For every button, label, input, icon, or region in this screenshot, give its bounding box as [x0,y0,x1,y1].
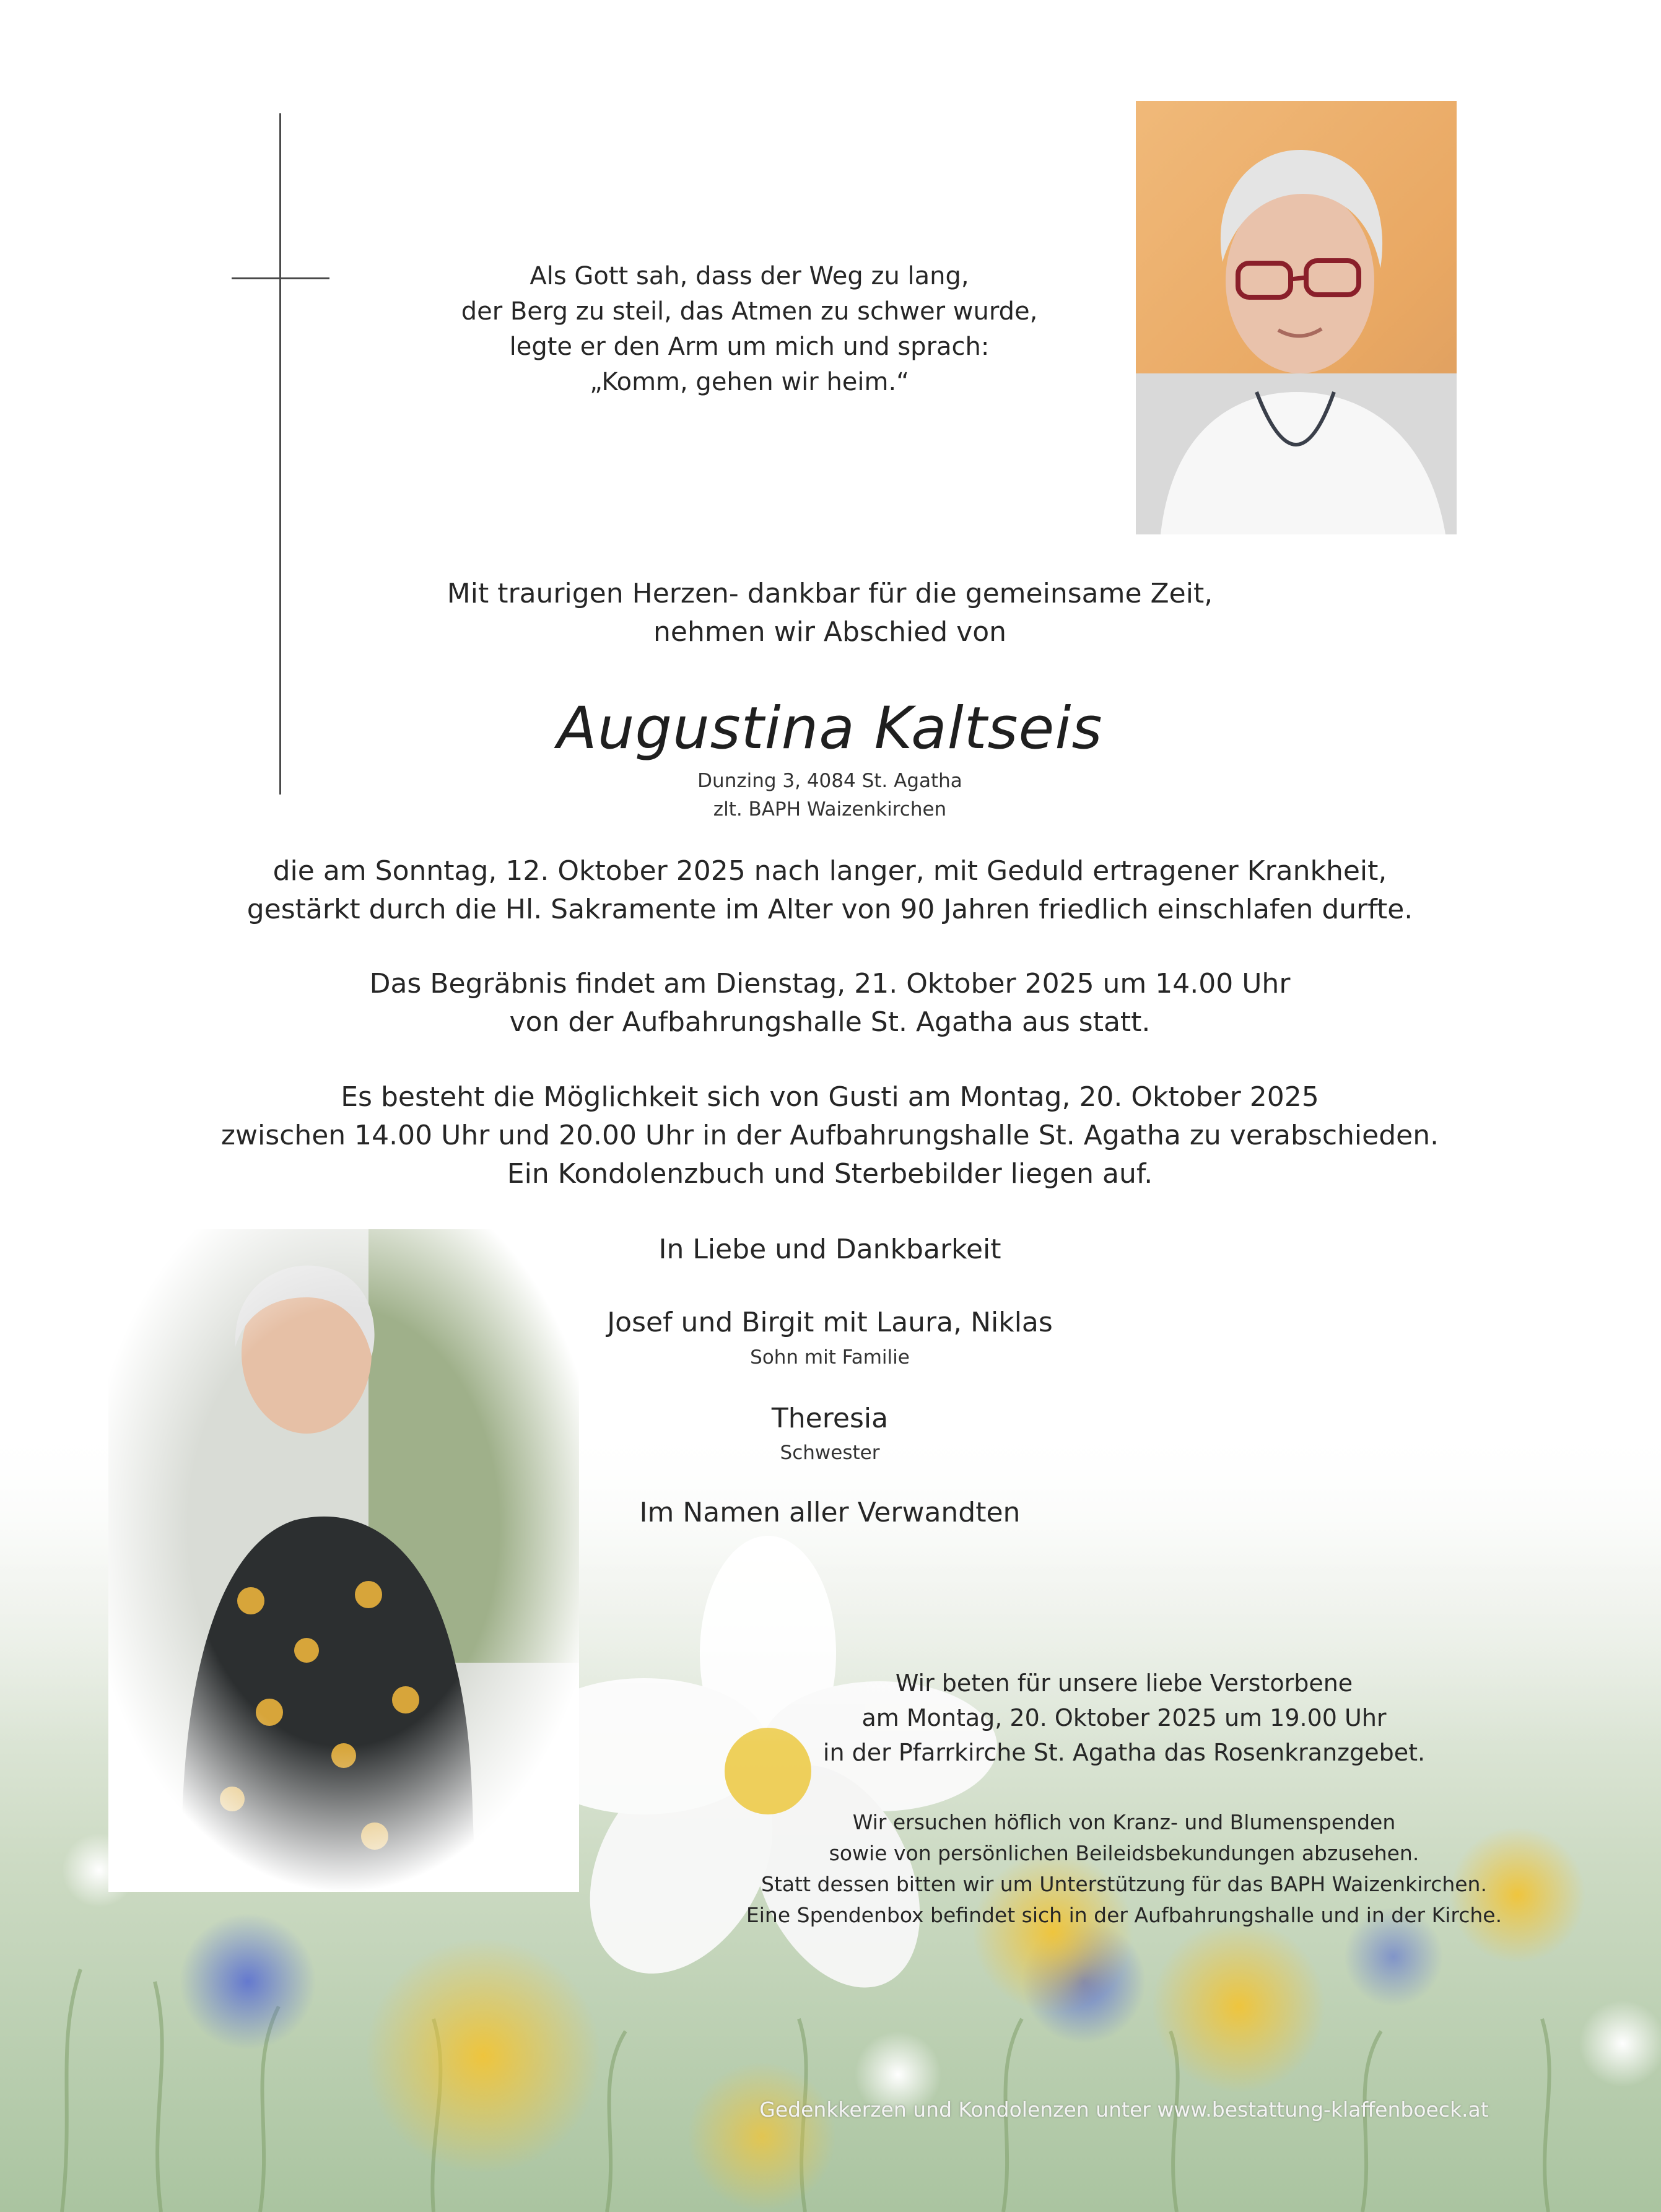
prayer-line: am Montag, 20. Oktober 2025 um 19.00 Uhr [861,1704,1387,1731]
portrait-photo [1136,101,1457,534]
prayer-line: Wir beten für unsere liebe Verstorbene [895,1670,1353,1697]
rosary-prayer-info [774,1666,1474,1770]
garden-photo-illustration [108,1229,579,1892]
relatives-note: Im Namen aller Verwandten [639,1497,1021,1528]
farewell-info [211,1078,1449,1193]
family-member-relation: Schwester [780,1442,880,1464]
family-member-relation: Sohn mit Familie [750,1346,910,1369]
prayer-line: in der Pfarrkirche St. Agatha das Rosenkranzgebet. [822,1739,1426,1766]
request-line: Wir ersuchen höflich von Kranz- und Blumenspenden [852,1810,1396,1834]
paragraph-line: von der Aufbahrungshalle St. Agatha aus statt. [509,1006,1151,1038]
cross-horizontal-line [232,277,329,279]
quote-line: legte er den Arm um mich und sprach: [509,333,990,361]
portrait-illustration [1136,101,1457,534]
request-line: Statt dessen bitten wir um Unterstützung für das BAPH Waizenkirchen. [761,1872,1487,1896]
poem-quote [434,259,1065,400]
funeral-info [211,965,1449,1042]
intro-text [396,575,1263,651]
quote-line: der Berg zu steil, das Atmen zu schwer wurde, [461,297,1038,326]
closing-phrase: In Liebe und Dankbarkeit [658,1234,1001,1265]
request-line: Eine Spendenbox befindet sich in der Aufbahrungshalle und in der Kirche. [746,1903,1502,1927]
deceased-name: Augustina Kaltseis [557,695,1103,762]
paragraph-line: Es besteht die Möglichkeit sich von Gusti am Montag, 20. Oktober 2025 [341,1081,1319,1113]
paragraph-line: gestärkt durch die Hl. Sakramente im Alter von 90 Jahren friedlich einschlafen durfte. [246,894,1413,925]
paragraph-line: Das Begräbnis findet am Dienstag, 21. Oktober 2025 um 14.00 Uhr [369,968,1291,999]
memorial-photo-garden [108,1229,579,1892]
condolence-website-link[interactable]: Gedenkkerzen und Kondolenzen unter www.bestattung-klaffenboeck.at [759,2097,1489,2122]
donation-request [712,1807,1536,1931]
address-line: zlt. BAPH Waizenkirchen [713,798,947,821]
paragraph-line: Ein Kondolenzbuch und Sterbebilder liegen auf. [507,1158,1153,1190]
quote-line: „Komm, gehen wir heim.“ [590,368,909,396]
deceased-address [520,767,1140,824]
request-line: sowie von persönlichen Beileidsbekundungen abzusehen. [829,1841,1419,1865]
intro-line: nehmen wir Abschied von [653,616,1007,648]
death-announcement [211,852,1449,929]
family-member-name: Theresia [771,1403,889,1434]
paragraph-line: zwischen 14.00 Uhr und 20.00 Uhr in der Aufbahrungshalle St. Agatha zu verabschieden. [220,1120,1439,1151]
family-member-name: Josef und Birgit mit Laura, Niklas [607,1307,1053,1338]
paragraph-line: die am Sonntag, 12. Oktober 2025 nach langer, mit Geduld ertragener Krankheit, [272,855,1387,887]
cross-vertical-line [279,113,281,795]
address-line: Dunzing 3, 4084 St. Agatha [697,770,962,792]
intro-line: Mit traurigen Herzen- dankbar für die gemeinsame Zeit, [447,578,1213,609]
quote-line: Als Gott sah, dass der Weg zu lang, [530,262,969,290]
